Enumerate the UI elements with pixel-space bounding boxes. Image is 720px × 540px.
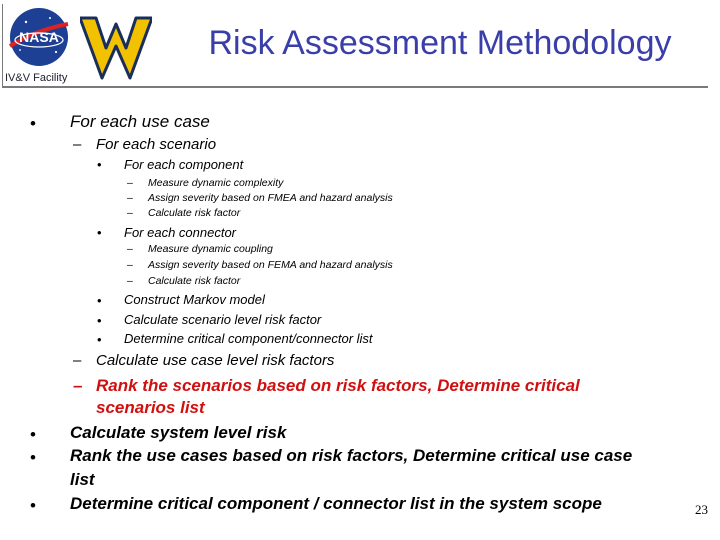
outline-rank-scenarios: Rank the scenarios based on risk factors, Determine critical <box>96 376 580 395</box>
outline-critical-list: Determine critical component/connector list <box>124 331 373 346</box>
component-step: Calculate risk factor <box>148 207 241 219</box>
outline-component: For each component <box>124 157 244 172</box>
bullet-dot: • <box>97 225 102 240</box>
header-horizontal-rule <box>2 86 708 88</box>
page-number: 23 <box>695 502 708 517</box>
bullet-dot: • <box>30 114 36 133</box>
bullet-dot: • <box>30 425 36 444</box>
connector-step: Calculate risk factor <box>148 275 241 287</box>
bullet-dot: • <box>97 313 102 328</box>
outline-rank-scenarios-cont: scenarios list <box>96 398 205 417</box>
outline-rank-use-cases-cont: list <box>70 470 95 489</box>
dash-marker: – <box>73 352 82 369</box>
header-vertical-rule <box>2 4 3 86</box>
dash-marker: – <box>127 177 133 189</box>
bullet-dot: • <box>30 448 36 467</box>
dash-marker: – <box>127 275 133 287</box>
slide-title: Risk Assessment Methodology <box>208 24 672 62</box>
outline-use-case-risk: Calculate use case level risk factors <box>96 352 335 369</box>
outline-use-case: For each use case <box>70 112 210 131</box>
outline-system-risk: Calculate system level risk <box>70 423 287 442</box>
connector-step: Assign severity based on FEMA and hazard analysis <box>148 259 393 271</box>
outline-markov: Construct Markov model <box>124 292 265 307</box>
component-step: Measure dynamic complexity <box>148 177 284 189</box>
dash-marker: – <box>73 136 82 153</box>
dash-marker: – <box>127 259 133 271</box>
dash-marker: – <box>127 243 133 255</box>
bullet-dot: • <box>97 157 102 172</box>
nasa-logo <box>6 6 72 68</box>
outline-determine-system: Determine critical component / connector list in the system scope <box>70 494 602 513</box>
facility-label: IV&V Facility <box>5 72 68 84</box>
component-step: Assign severity based on FMEA and hazard analysis <box>148 192 393 204</box>
dash-marker: – <box>127 207 133 219</box>
bullet-dot: • <box>97 332 102 347</box>
dash-marker: – <box>127 192 133 204</box>
bullet-dot: • <box>30 496 36 515</box>
connector-step: Measure dynamic coupling <box>148 243 273 255</box>
outline-connector: For each connector <box>124 225 237 240</box>
dash-marker: – <box>73 376 83 395</box>
wvu-logo <box>80 14 152 82</box>
bullet-dot: • <box>97 293 102 308</box>
outline-scenario: For each scenario <box>96 136 217 153</box>
nasa-logo-text: NASA <box>19 29 59 45</box>
outline-scenario-risk: Calculate scenario level risk factor <box>124 312 322 327</box>
outline-rank-use-cases: Rank the use cases based on risk factors, Determine critical use case <box>70 446 633 465</box>
